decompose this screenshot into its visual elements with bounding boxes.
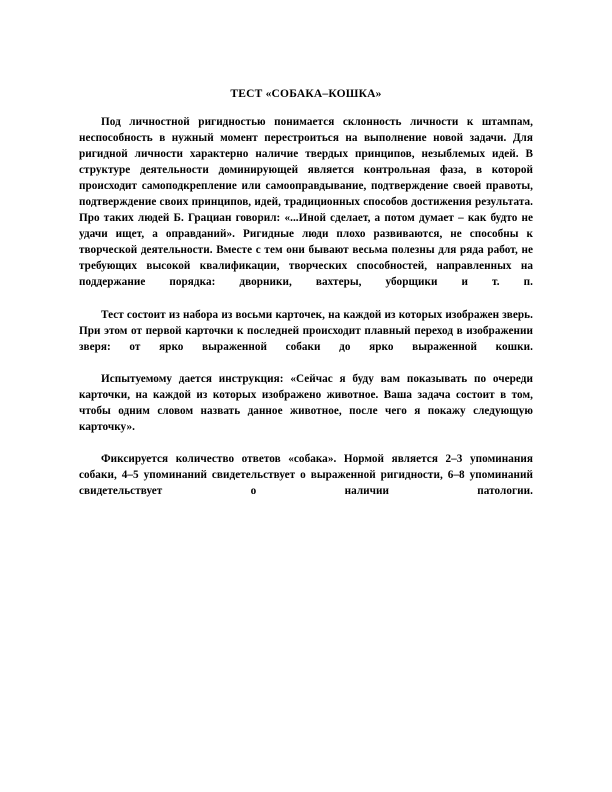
- paragraph-definition-rigidity: Под личностной ригидностью понимается склонность личности к штампам, неспособность в нужный момент перестроиться на выполнение новой задачи. Для ригидной личности характерно наличие твердых принципов, незыблемых идей. В структуре деятельности доминирующей является контрольная фаза, в которой происходит самоподкрепление или самооправдывание, подтверждение своей правоты, подтверждение своих принципов, идей, традиционных способов достижения результата. Про таких людей Б. Грациан говорил: «...Иной сделает, а потом думает – как будто не удачи ищет, а оправданий». Ригидные люди плохо развиваются, не способны к творческой деятельности. Вместе с тем они бывают весьма полезны для ряда работ, не требующих высокой квалификации, творческих способностей, направленных на поддержание порядка: дворники, вахтеры, уборщики и т. п.: [79, 116, 533, 289]
- document-body: [79, 86, 533, 515]
- paragraph-scoring: Фиксируется количество ответов «собака». Нормой является 2–3 упоминания собаки, 4–5 упоминаний свидетельствует о выраженной ригидности, 6–8 упоминаний свидетельствует о наличии патологии.: [79, 452, 533, 498]
- page-title: ТЕСТ «СОБАКА–КОШКА»: [230, 88, 382, 100]
- paragraph-test-structure: Тест состоит из набора из восьми карточек, на каждой из которых изображен зверь. При этом от первой карточки к последней происходит плавный переход в изображении зверя: от ярко выраженной собаки до ярко выраженной кошки.: [79, 308, 533, 353]
- paragraph-instruction: Испытуемому дается инструкция: «Сейчас я буду вам показывать по очереди карточки, на каждой из которых изображено животное. Ваша задача состоит в том, чтобы одним словом назвать данное животное, после чего я покажу следующую карточку».: [79, 372, 533, 433]
